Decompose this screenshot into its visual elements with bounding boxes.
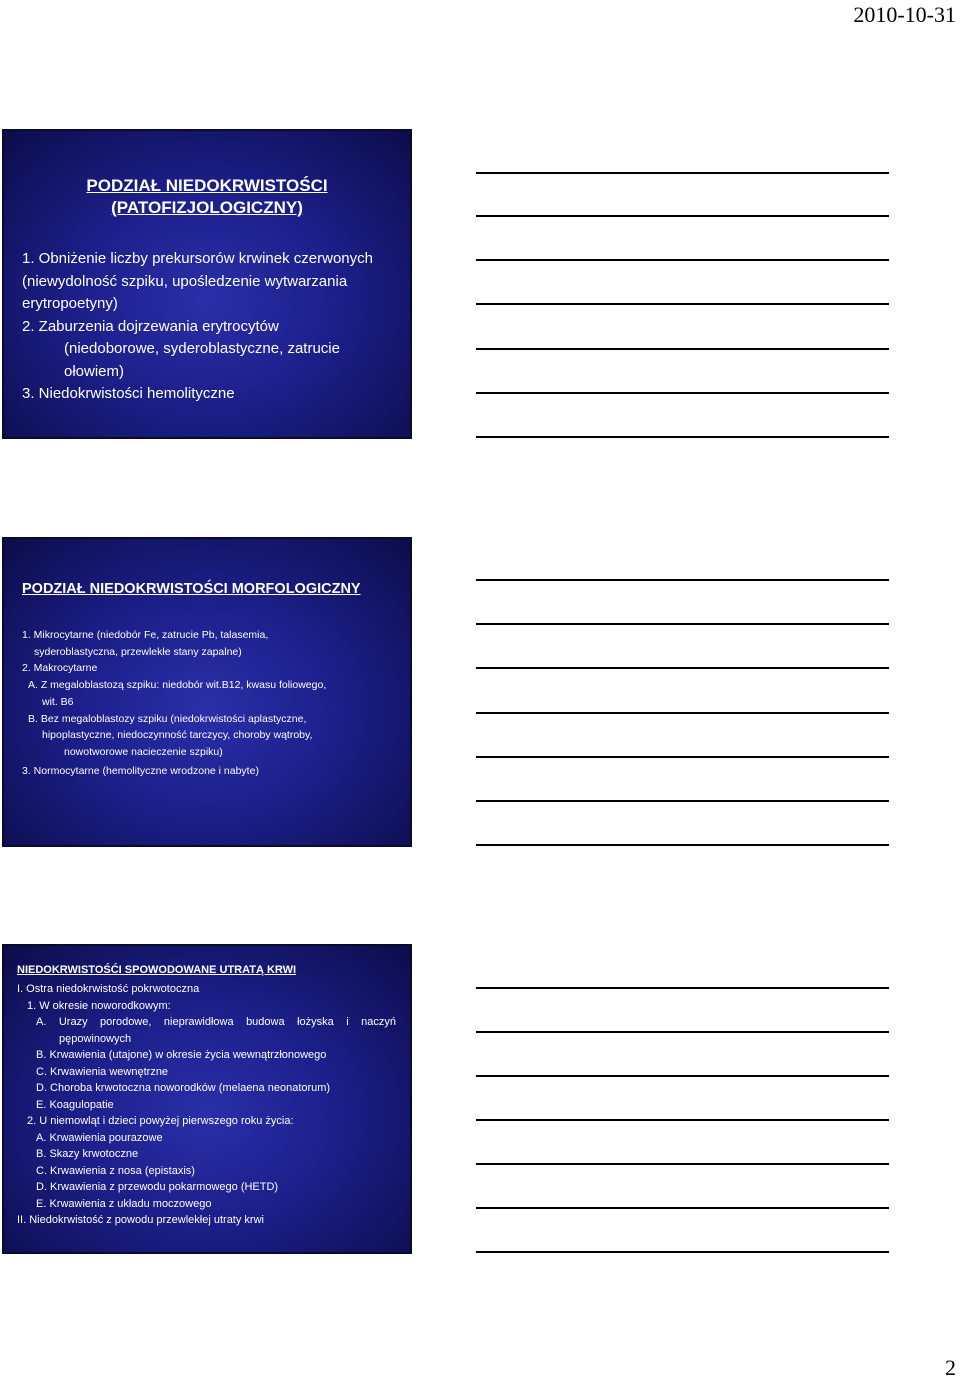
- slide-morphological: [2, 537, 412, 847]
- note-line: [476, 1031, 889, 1033]
- list-item: B. Bez megaloblastozy szpiku (niedokrwistości aplastyczne,: [28, 712, 307, 725]
- list-item: I. Ostra niedokrwistość pokrwotoczna: [17, 983, 200, 995]
- list-item: A. Z megaloblastozą szpiku: niedobór wit.B12, kwasu foliowego,: [28, 679, 327, 692]
- list-item: 2. Zaburzenia dojrzewania erytrocytów: [22, 317, 279, 335]
- page-number: 2: [945, 1355, 956, 1380]
- list-item: 2. U niemowląt i dzieci powyżej pierwszego roku życia:: [27, 1115, 294, 1127]
- list-item: pępowinowych: [59, 1032, 132, 1045]
- list-item: 1. Mikrocytarne (niedobór Fe, zatrucie Pb, talasemia,: [22, 629, 269, 641]
- note-line: [476, 172, 889, 174]
- note-line: [476, 579, 889, 581]
- note-line: [476, 844, 889, 846]
- list-item: ołowiem): [64, 362, 125, 380]
- note-line: [476, 1251, 889, 1253]
- list-item: 2. Makrocytarne: [22, 662, 98, 675]
- list-item: 1. Obniżenie liczby prekursorów krwinek czerwonych: [22, 250, 373, 267]
- list-item: C. Krwawienia wewnętrzne: [36, 1065, 169, 1078]
- slide-blood-loss: [2, 944, 412, 1254]
- list-item: A. Krwawienia pourazowe: [36, 1131, 163, 1144]
- note-line: [476, 1075, 889, 1077]
- note-line: [476, 987, 889, 989]
- print-date: 2010-10-31: [853, 2, 956, 27]
- note-line: [476, 1207, 889, 1209]
- slide-pathophysiological: [2, 129, 412, 439]
- note-line: [476, 623, 889, 625]
- note-line: [476, 1119, 889, 1121]
- list-item: C. Krwawienia z nosa (epistaxis): [36, 1164, 195, 1177]
- list-item: syderoblastyczna, przewlekłe stany zapalne): [34, 645, 242, 658]
- list-item: (niedoborowe, syderoblastyczne, zatrucie: [64, 340, 340, 357]
- note-line: [476, 1163, 889, 1165]
- note-line: [476, 392, 889, 394]
- list-item: (niewydolność szpiku, upośledzenie wytwarzania: [22, 272, 348, 290]
- list-item: A. Urazy porodowe, nieprawidłowa budowa łożyska i naczyń: [36, 1016, 396, 1028]
- slide-body: [17, 981, 396, 1229]
- list-item: wit. B6: [42, 695, 74, 708]
- list-item: 3. Niedokrwistości hemolityczne: [22, 385, 235, 402]
- list-item: II. Niedokrwistość z powodu przewlekłej utraty krwi: [17, 1214, 264, 1226]
- list-item: nowotworowe nacieczenie szpiku): [64, 745, 223, 758]
- list-item: 1. W okresie noworodkowym:: [27, 999, 171, 1012]
- note-line: [476, 667, 889, 669]
- note-line: [476, 436, 889, 438]
- list-item: erytropoetyny): [22, 295, 118, 312]
- list-item: D. Krwawienia z przewodu pokarmowego (HETD): [36, 1181, 279, 1193]
- list-item: B. Skazy krwotoczne: [36, 1148, 139, 1160]
- list-item: B. Krwawienia (utajone) w okresie życia wewnątrzłonowego: [36, 1049, 327, 1061]
- slide-body: [22, 627, 402, 779]
- list-item: 3. Normocytarne (hemolityczne wrodzone i nabyte): [22, 764, 259, 777]
- list-item: E. Koagulopatie: [36, 1098, 114, 1111]
- slide-body: [22, 248, 402, 406]
- note-line: [476, 756, 889, 758]
- note-line: [476, 800, 889, 802]
- list-item: hipoplastyczne, niedoczynność tarczycy, choroby wątroby,: [42, 729, 313, 742]
- note-line: [476, 259, 889, 261]
- note-line: [476, 303, 889, 305]
- slide-title: NIEDOKRWISTOŚĆI SPOWODOWANE UTRATĄ KRWI: [17, 964, 297, 976]
- slide-title: PODZIAŁ NIEDOKRWISTOŚCI MORFOLOGICZNY: [22, 581, 361, 597]
- list-item: D. Choroba krwotoczna noworodków (melaena neonatorum): [36, 1082, 331, 1094]
- slide-title: PODZIAŁ NIEDOKRWISTOŚCI (PATOFIZJOLOGICZNY): [86, 176, 328, 217]
- note-line: [476, 712, 889, 714]
- list-item: E. Krwawienia z układu moczowego: [36, 1197, 212, 1210]
- note-line: [476, 348, 889, 350]
- note-line: [476, 215, 889, 217]
